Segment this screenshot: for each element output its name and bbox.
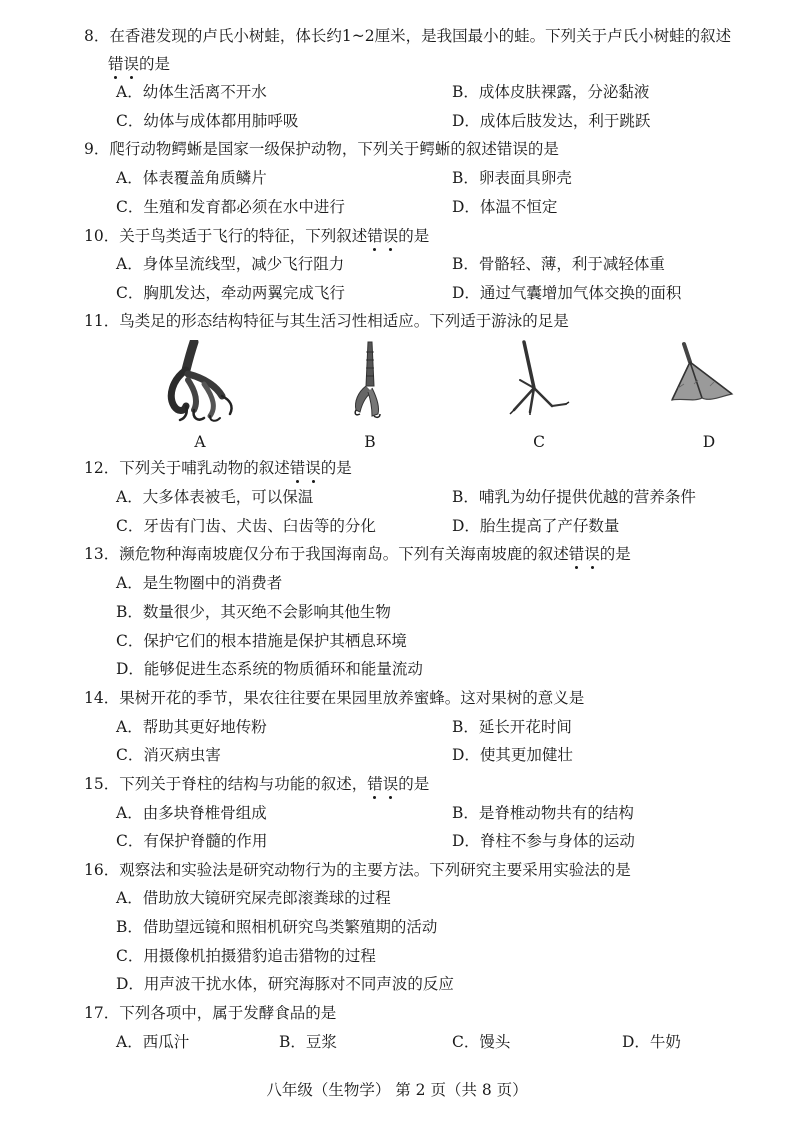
q8-option-d: D．成体后肢发达，利于跳跃 <box>452 112 651 130</box>
q10-option-d: D．通过气囊增加气体交换的面积 <box>452 284 682 302</box>
q11-label-a: A <box>194 433 206 451</box>
q9-option-d: D．体温不恒定 <box>452 198 558 216</box>
q8-option-c: C．幼体与成体都用肺呼吸 <box>116 112 299 130</box>
q10-option-c: C．胸肌发达，牵动两翼完成飞行 <box>116 284 345 302</box>
q16-option-b: B．借助望远镜和照相机研究鸟类繁殖期的活动 <box>116 918 438 936</box>
q14-option-d: D．使其更加健壮 <box>452 746 573 764</box>
q12-option-c: C．牙齿有门齿、犬齿、臼齿等的分化 <box>116 517 376 535</box>
q15-stem <box>84 774 429 794</box>
q8-stem-cont <box>108 54 170 74</box>
q13-option-c: C．保护它们的根本措施是保护其栖息环境 <box>116 632 407 650</box>
q9-option-c: C．生殖和发育都必须在水中进行 <box>116 198 345 216</box>
q13-stem <box>84 544 631 564</box>
q8-stem: 8．在香港发现的卢氏小树蛙，体长约1~2厘米，是我国最小的蛙。下列关于卢氏小树蛙的叙述 <box>84 27 732 45</box>
q12-stem-post: 的是 <box>320 459 352 477</box>
q15-option-c: C．有保护脊髓的作用 <box>116 832 268 850</box>
q13-stem-pre: 13．濒危物种海南坡鹿仅分布于我国海南岛。下列有关海南坡鹿的叙述 <box>84 545 569 563</box>
q10-stem-pre: 10．关于鸟类适于飞行的特征，下列叙述 <box>84 227 368 245</box>
q15-option-a: A．由多块脊椎骨组成 <box>116 804 267 822</box>
q11-stem: 11．鸟类足的形态结构特征与其生活习性相适应。下列适于游泳的足是 <box>84 312 569 330</box>
q9-option-b: B．卵表面具卵壳 <box>452 169 572 187</box>
q12-option-a: A．大多体表被毛，可以保温 <box>116 488 314 506</box>
q9-stem: 9．爬行动物鳄蜥是国家一级保护动物，下列关于鳄蜥的叙述错误的是 <box>84 140 559 158</box>
q8-emphasis-1: 错 <box>108 55 124 73</box>
q15-stem-post: 的是 <box>398 775 430 793</box>
ground-bird-foot-figure <box>346 340 394 420</box>
q12-option-d: D．胎生提高了产仔数量 <box>452 517 620 535</box>
q17-option-d: D．牛奶 <box>622 1033 681 1051</box>
q17-option-c: C．馒头 <box>452 1033 511 1051</box>
q13-emphasis-2: 误 <box>584 545 600 563</box>
q15-emphasis-2: 误 <box>382 775 399 793</box>
q15-option-d: D．脊柱不参与身体的运动 <box>452 832 635 850</box>
q10-emphasis-1: 错 <box>367 227 383 245</box>
q12-stem <box>84 458 352 478</box>
q17-stem: 17．下列各项中，属于发酵食品的是 <box>84 1004 337 1022</box>
q9-option-a: A．体表覆盖角质鳞片 <box>116 169 267 187</box>
page-footer: 八年级（生物学） 第 2 页（共 8 页） <box>266 1081 528 1099</box>
raptor-foot-figure <box>164 340 242 424</box>
q10-stem-post: 的是 <box>398 227 430 245</box>
q16-option-a: A．借助放大镜研究屎壳郎滚粪球的过程 <box>116 889 391 907</box>
q8-option-b: B．成体皮肤裸露，分泌黏液 <box>452 83 650 101</box>
q13-stem-post: 的是 <box>599 545 631 563</box>
q12-emphasis-2: 误 <box>305 459 321 477</box>
q8-stem-tail: 的是 <box>139 55 171 73</box>
q14-option-b: B．延长开花时间 <box>452 718 572 736</box>
q14-stem: 14．果树开花的季节，果农往往要在果园里放养蜜蜂。这对果树的意义是 <box>84 689 585 707</box>
q11-label-c: C <box>533 433 545 451</box>
q12-emphasis-1: 错 <box>289 459 306 477</box>
webbed-foot-figure <box>664 340 736 410</box>
q17-option-b: B．豆浆 <box>279 1033 337 1051</box>
q10-option-a: A．身体呈流线型，减少飞行阻力 <box>116 255 345 273</box>
q12-stem-pre: 12．下列关于哺乳动物的叙述 <box>84 459 290 477</box>
q13-option-b: B．数量很少，其灭绝不会影响其他生物 <box>116 603 391 621</box>
q15-option-b: B．是脊椎动物共有的结构 <box>452 804 634 822</box>
q11-label-b: B <box>364 433 376 451</box>
q10-stem <box>84 226 429 246</box>
q12-option-b: B．哺乳为幼仔提供优越的营养条件 <box>452 488 696 506</box>
q10-option-b: B．骨骼轻、薄，利于减轻体重 <box>452 255 665 273</box>
q14-option-c: C．消灭病虫害 <box>116 746 221 764</box>
q13-option-a: A．是生物圈中的消费者 <box>116 574 283 592</box>
q13-emphasis-1: 错 <box>568 545 585 563</box>
q10-emphasis-2: 误 <box>382 227 399 245</box>
q14-option-a: A．帮助其更好地传粉 <box>116 718 267 736</box>
q15-stem-pre: 15．下列关于脊柱的结构与功能的叙述， <box>84 775 368 793</box>
q17-option-a: A．西瓜汁 <box>116 1033 190 1051</box>
q16-option-c: C．用摄像机拍摄猎豹追击猎物的过程 <box>116 947 376 965</box>
q16-option-d: D．用声波干扰水体，研究海豚对不同声波的反应 <box>116 975 454 993</box>
q15-emphasis-1: 错 <box>367 775 383 793</box>
q11-label-d: D <box>702 433 716 451</box>
q13-option-d: D．能够促进生态系统的物质循环和能量流动 <box>116 660 423 678</box>
q16-stem: 16．观察法和实验法是研究动物行为的主要方法。下列研究主要采用实验法的是 <box>84 861 631 879</box>
q8-option-a: A．幼体生活离不开水 <box>116 83 267 101</box>
wading-bird-foot-figure <box>506 340 572 416</box>
q8-emphasis-2: 误 <box>123 55 140 73</box>
